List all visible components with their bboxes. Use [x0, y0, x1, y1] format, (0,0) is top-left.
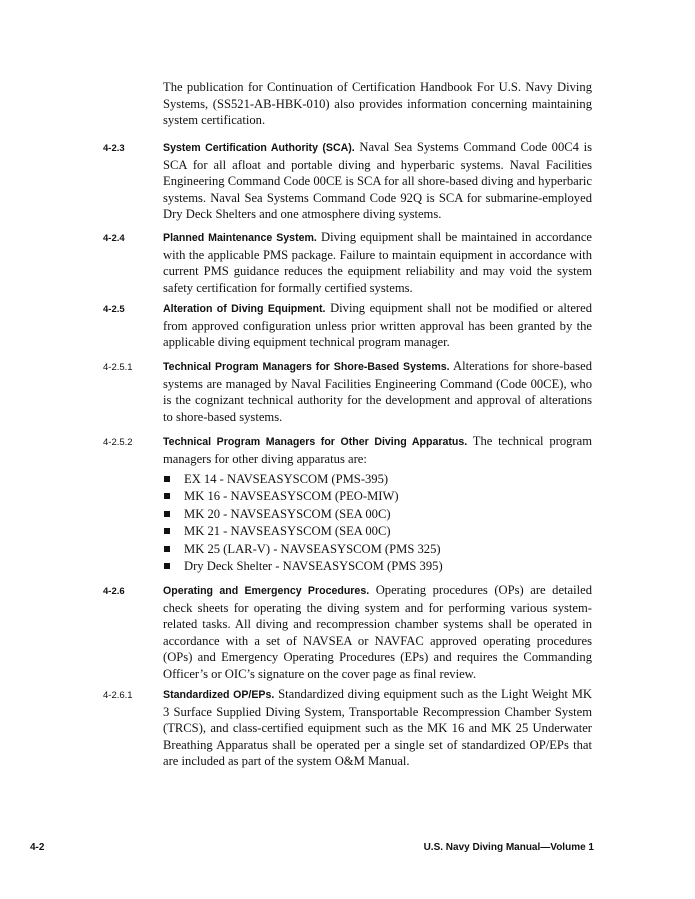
list-item-text: MK 21 - NAVSEASYSCOM (SEA 00C) — [184, 524, 391, 539]
section-body: The technical program managers for other diving apparatus are: — [163, 434, 592, 466]
section-4-2-5 — [163, 300, 592, 351]
list-item-text: MK 25 (LAR-V) - NAVSEASYSCOM (PMS 325) — [184, 541, 441, 556]
section-heading: Standardized OP/EPs. — [163, 689, 275, 701]
list-item — [163, 506, 593, 523]
section-heading: Planned Maintenance System. — [163, 232, 317, 244]
section-4-2-5-1 — [163, 358, 592, 425]
section-body: Standardized diving equipment such as the Light Weight MK 3 Surface Supplied Diving System, Transportable Recompression Chamber System (TRCS), and class-certified equipment such as the MK 16 and MK 25 Underwater Breathing Apparatus shall be operated per a single set of standardized OP/EPs that are included as part of the system O&M Manual. — [163, 687, 592, 769]
bullet-square-icon — [164, 528, 170, 534]
footer-manual-title: U.S. Navy Diving Manual—Volume 1 — [423, 842, 594, 853]
list-item — [163, 471, 593, 488]
list-item — [163, 558, 593, 575]
list-item-text: EX 14 - NAVSEASYSCOM (PMS-395) — [184, 472, 389, 486]
section-body: Naval Sea Systems Command Code 00C4 is SCA for all afloat and portable diving and hyperbaric systems. Naval Facilities Engineering Command Code 00CE is SCA for all shore-based diving and hyperbaric systems. Naval Sea Systems Command Code 92Q is SCA for submarine-employed Dry Deck Shelters and one atmosphere diving systems. — [163, 140, 592, 222]
section-4-2-4 — [163, 229, 592, 296]
bullet-square-icon — [164, 511, 170, 517]
section-number-4-2-6: 4-2.6 — [103, 586, 125, 597]
section-number-4-2-5-1: 4-2.5.1 — [103, 362, 133, 373]
intro-paragraph: The publication for Continuation of Certification Handbook For U.S. Navy Diving Systems, (SS521-AB-HBK-010) also provides information concerning maintaining system certification. — [163, 80, 592, 128]
bullet-square-icon — [164, 476, 170, 482]
section-heading: Operating and Emergency Procedures. — [163, 585, 370, 597]
section-4-2-6 — [163, 582, 592, 683]
list-item-text: MK 16 - NAVSEASYSCOM (PEO-MIW) — [184, 489, 399, 504]
section-4-2-6-1 — [163, 686, 592, 770]
section-body: Diving equipment shall be maintained in accordance with the applicable PMS package. Failure to maintain equipment in accordance with current PMS guidance reduces the equipment reliability and may void the system safety certification for formally certified systems. — [163, 230, 592, 295]
section-number-4-2-6-1: 4-2.6.1 — [103, 690, 133, 701]
section-number-4-2-4: 4-2.4 — [103, 233, 125, 244]
section-number-4-2-5: 4-2.5 — [103, 304, 125, 315]
section-4-2-3 — [163, 139, 592, 223]
section-heading: Technical Program Managers for Shore-Based Systems. — [163, 361, 450, 373]
footer-page-number: 4-2 — [30, 842, 45, 853]
bullet-square-icon — [164, 563, 170, 569]
section-4-2-5-2 — [163, 433, 592, 467]
section-number-4-2-5-2: 4-2.5.2 — [103, 437, 133, 448]
list-item-text: Dry Deck Shelter - NAVSEASYSCOM (PMS 395) — [184, 558, 443, 573]
list-item — [163, 488, 593, 505]
section-body: Diving equipment shall not be modified or altered from approved configuration unless prior written approval has been granted by the applicable diving equipment technical program manager. — [163, 301, 592, 350]
section-body: Alterations for shore-based systems are managed by Naval Facilities Engineering Command (Code 00CE), who is the cognizant technical authority for the development and approval of alterations to shore-based systems. — [163, 359, 592, 424]
apparatus-list — [163, 471, 593, 575]
list-item — [163, 541, 593, 558]
bullet-square-icon — [164, 546, 170, 552]
section-heading: Alteration of Diving Equipment. — [163, 303, 326, 315]
section-number-4-2-3: 4-2.3 — [103, 143, 125, 154]
section-heading: Technical Program Managers for Other Diving Apparatus. — [163, 436, 468, 448]
section-heading: System Certification Authority (SCA). — [163, 142, 355, 154]
section-body: Operating procedures (OPs) are detailed check sheets for operating the diving system and for performing various system-related tasks. All diving and recompression chamber systems shall be operated in accordance with a set of NAVSEA or NAVFAC approved operating procedures (OPs) and Emergency Operating Procedures (EPs) and requires the Commanding Officer’s or OIC’s signature on the cover page as final review. — [163, 583, 593, 681]
list-item — [163, 523, 593, 540]
list-item-text: MK 20 - NAVSEASYSCOM (SEA 00C) — [184, 506, 391, 521]
bullet-square-icon — [164, 493, 170, 499]
